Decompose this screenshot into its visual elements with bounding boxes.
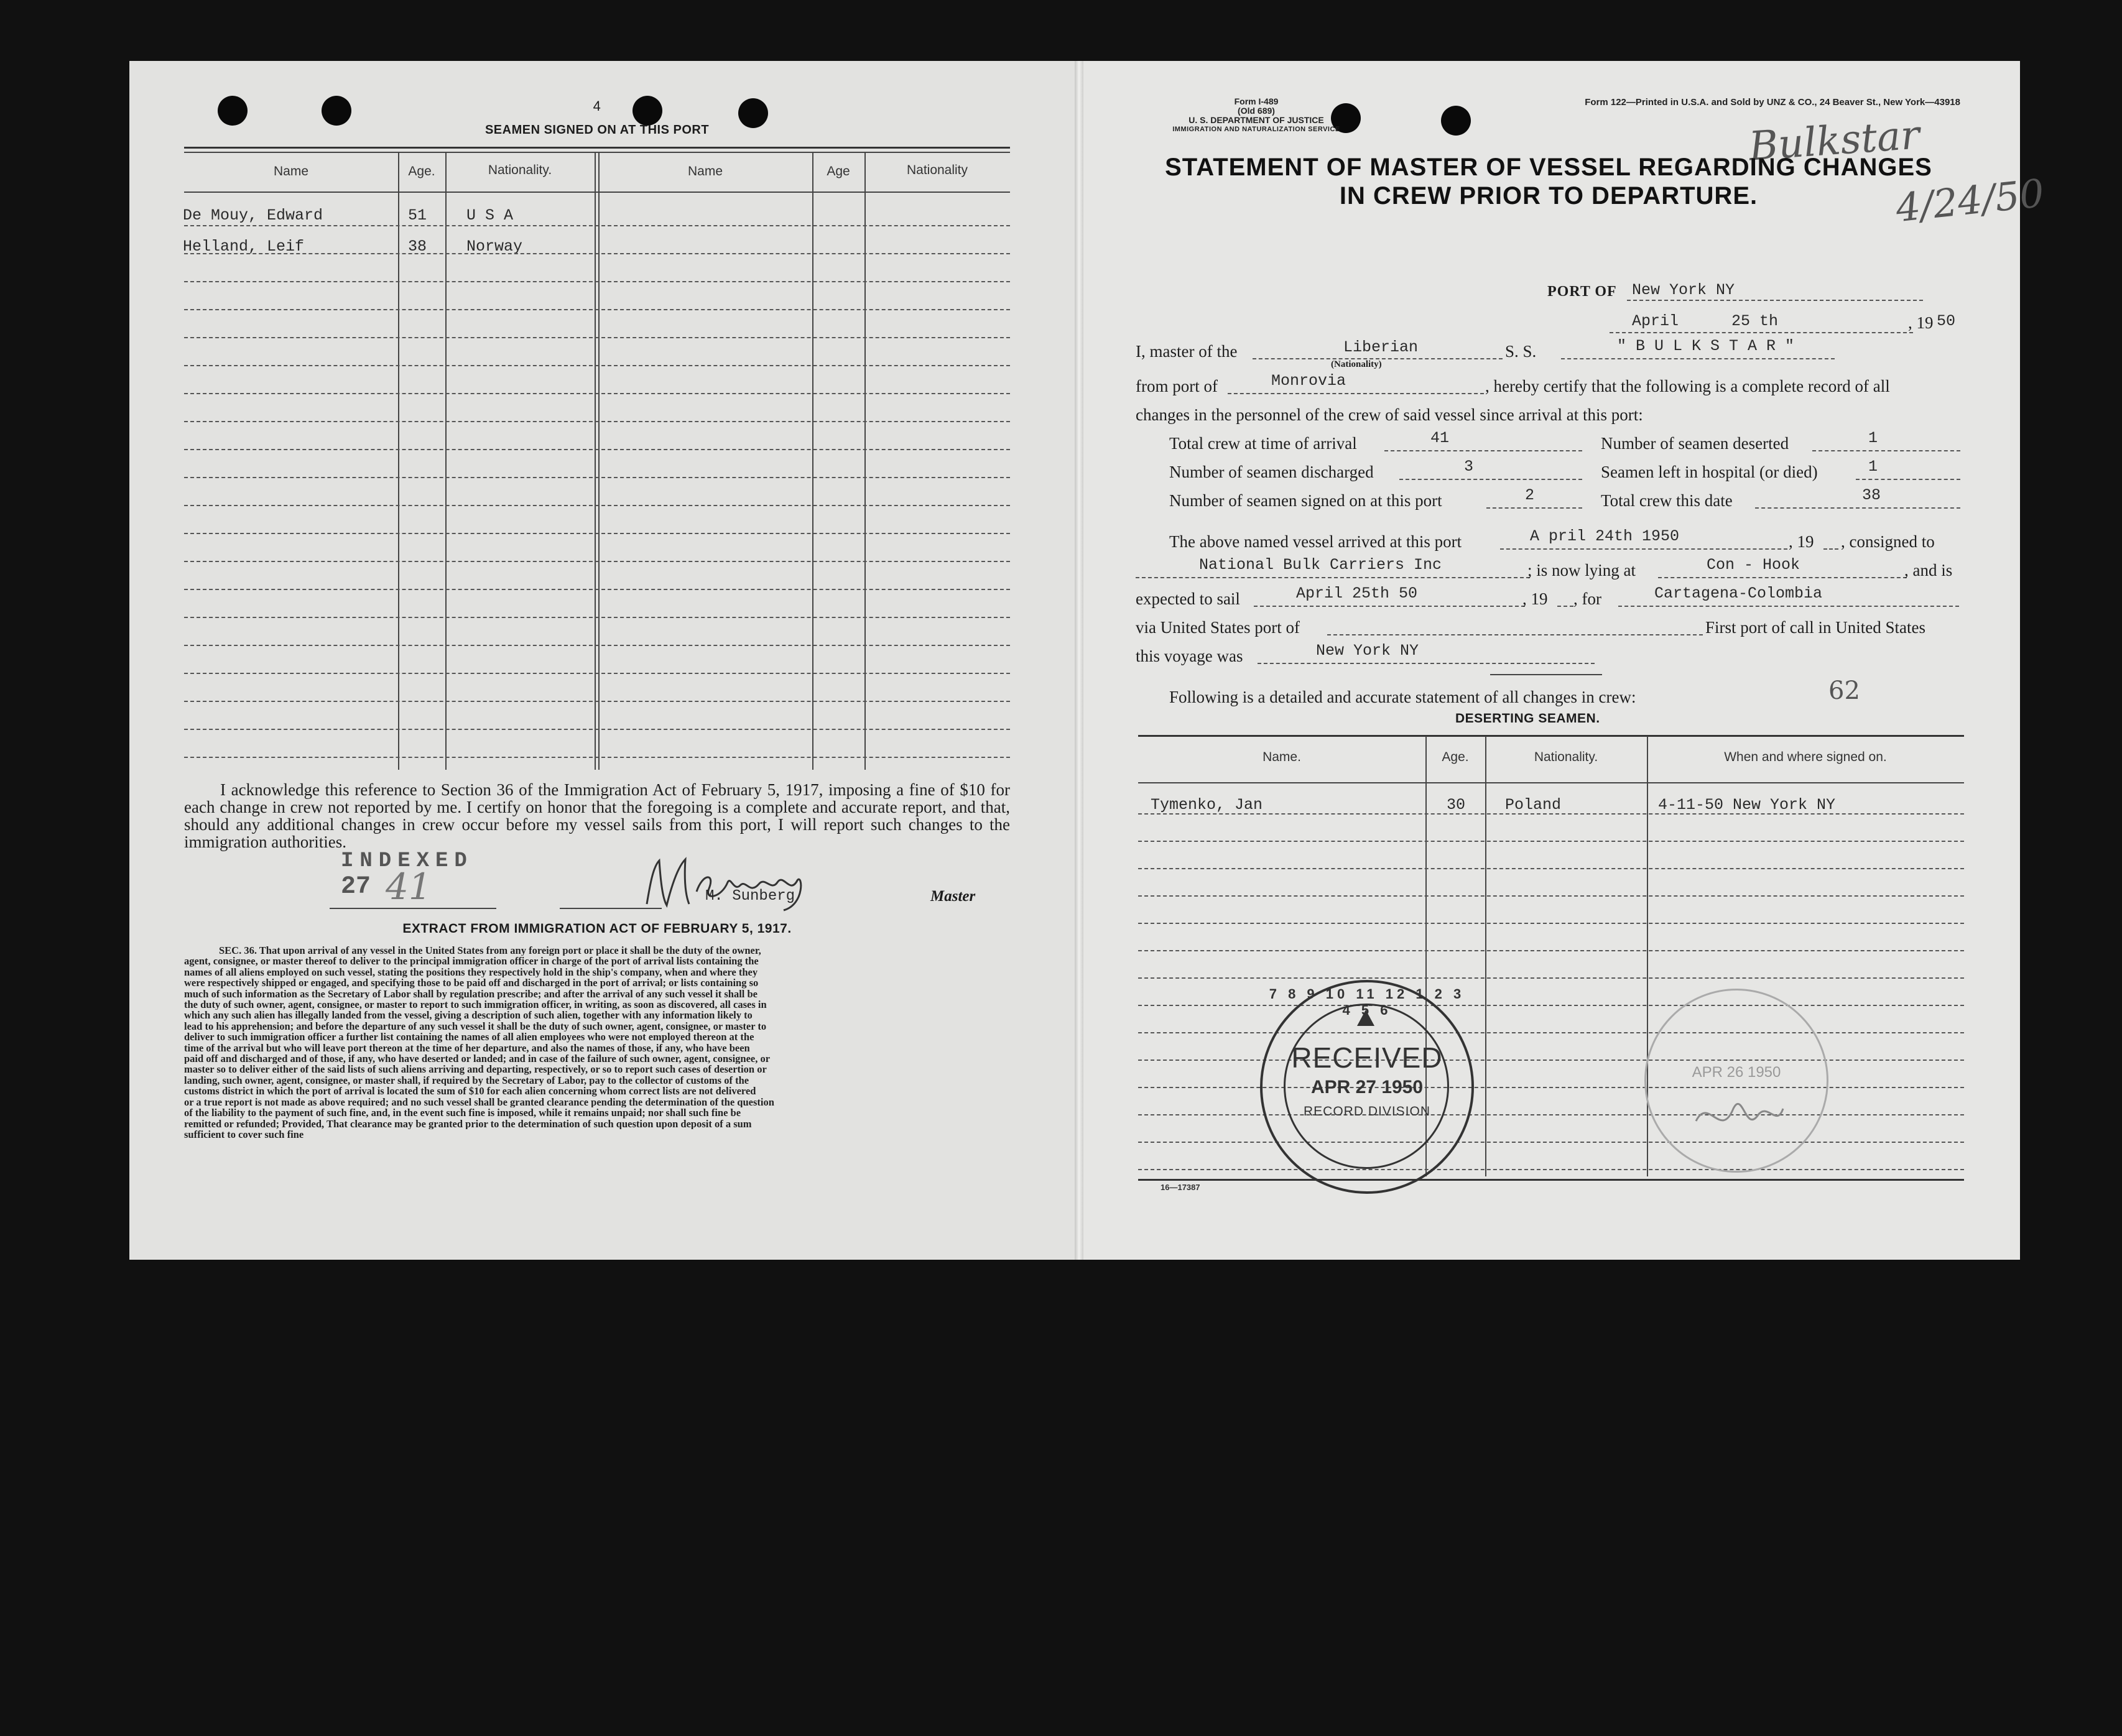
total-today-label: Total crew this date	[1601, 491, 1733, 510]
nationality-value: Liberian	[1343, 338, 1419, 356]
form-header	[1138, 97, 1374, 134]
extract-line: the duty of such owner, agent, consignee, or master to report to such immigration officer, in writing, as soon as discovered, all cases in	[184, 999, 767, 1010]
rule	[184, 152, 1010, 153]
vessel-name: " B U L K S T A R "	[1617, 337, 1795, 355]
table-row-line	[184, 393, 1010, 394]
table-cell-nationality: Norway	[466, 238, 523, 256]
extract-line: remitted or refunded; Provided, That clearance may be granted prior to the determination of such question upon deposit of a sum	[184, 1118, 752, 1129]
discharged-value: 3	[1464, 458, 1474, 476]
via-field	[1327, 616, 1703, 635]
table-row-line	[184, 281, 1010, 282]
table-row-line	[1138, 1142, 1964, 1143]
department: U. S. DEPARTMENT OF JUSTICE	[1188, 115, 1324, 125]
deserting-cell-age: 30	[1447, 796, 1466, 814]
section-title: SEAMEN SIGNED ON AT THIS PORT	[484, 123, 710, 137]
table-cell-age: 51	[408, 206, 427, 224]
rule	[184, 192, 1010, 193]
deserted-field	[1812, 432, 1960, 451]
total-today-field	[1755, 489, 1960, 509]
rule	[1138, 735, 1964, 737]
column-divider	[812, 153, 813, 770]
extract-line: agent, consignee, or master thereof to deliver to the principal immigration officer in charge of the port of arrival lists containing the	[184, 956, 759, 967]
column-divider	[598, 153, 600, 770]
table-row-line	[184, 365, 1010, 366]
table-row-line	[184, 533, 1010, 534]
port-of-value: New York NY	[1632, 281, 1735, 299]
for-label: , for	[1573, 589, 1601, 608]
deserted-label: Number of seamen deserted	[1601, 434, 1789, 453]
footer-code: 16—17387	[1161, 1183, 1200, 1192]
rule	[1490, 674, 1602, 675]
consignee-value: National Bulk Carriers Inc	[1199, 556, 1442, 574]
rule	[184, 147, 1010, 149]
column-header-nationality-2: Nationality	[906, 163, 968, 177]
column-divider	[398, 153, 399, 770]
column-header-name-2: Name	[687, 164, 723, 178]
faded-stamp	[1644, 989, 1828, 1173]
arrived-year-field	[1823, 530, 1838, 550]
extract-line: time of the arrival but who will leave port thereon at the time of her departure, and also the names of those, if any, who have been	[184, 1042, 750, 1054]
received-stamp-ring: 7 8 9 10 11 12 1 2 3 4 5 6	[1269, 986, 1465, 1018]
nationality-caption: (Nationality)	[1331, 359, 1382, 369]
table-row-line	[1138, 895, 1964, 897]
hospital-value: 1	[1868, 458, 1878, 476]
received-stamp	[1260, 980, 1474, 1194]
master-signature	[634, 848, 821, 916]
first-call-value: New York NY	[1316, 642, 1419, 660]
table-row-line	[184, 701, 1010, 702]
table-row-line	[184, 757, 1010, 758]
received-division: RECORD DIVISION	[1303, 1104, 1431, 1119]
extract-line: or a true report is not made as above required; and no such vessel shall be granted clearance pending the determination of the question	[184, 1096, 774, 1108]
extract-line: lead to his apprehension; and before the departure of any such vessel it shall be the duty of such owner, agent, consignee, or master to	[184, 1020, 767, 1032]
date-year: 50	[1937, 312, 1956, 330]
table-row-line	[1138, 841, 1964, 842]
table-row-line	[184, 253, 1010, 254]
consigned-label: , consigned to	[1841, 532, 1935, 551]
form-number: Form I-489	[1234, 96, 1279, 106]
table-row-line	[1138, 1169, 1964, 1170]
discharged-field	[1399, 460, 1582, 480]
punch-hole	[1441, 106, 1471, 136]
indexed-handwritten-mark: 41	[386, 866, 432, 908]
indexed-stamp-number: 27	[341, 873, 371, 901]
extract-line: names of all aliens employed on such vessel, stating the positions they respectively hold in the ship's company, when and where they	[184, 966, 758, 978]
signature-line	[330, 908, 496, 909]
arrived-value: A pril 24th 1950	[1530, 527, 1680, 545]
extract-line: much of such information as the Secretary of Labor shall by regulation prescribe; and after the arrival of any such vessel it shall be	[184, 988, 758, 1000]
ss-label: S. S.	[1505, 342, 1537, 361]
expected-year-field	[1557, 587, 1573, 607]
table-cell-name: De Mouy, Edward	[183, 206, 323, 224]
page-number: 4	[593, 98, 601, 114]
punch-hole	[632, 96, 662, 126]
table-row-line	[1138, 977, 1964, 979]
table-row-line	[184, 589, 1010, 590]
table-row-line	[184, 505, 1010, 506]
extract-line: of the liability to the payment of such fine, and, in the event such fine is imposed, while it remains unpaid; nor shall such fine be	[184, 1107, 741, 1119]
arrived-19: , 19	[1789, 532, 1814, 551]
column-divider	[445, 153, 447, 770]
service: IMMIGRATION AND NATURALIZATION SERVICE	[1172, 126, 1340, 133]
extract-line: deliver to such immigration officer a further list containing the names of all alien employees who were not employed thereon at the	[184, 1032, 754, 1043]
total-crew-arrival-field	[1384, 432, 1582, 451]
table-row-line	[184, 645, 1010, 646]
title-line-2: IN CREW PRIOR TO DEPARTURE.	[1339, 182, 1758, 210]
table-row-line	[184, 225, 1010, 226]
column-divider	[595, 153, 596, 770]
table-row-line	[1138, 923, 1964, 924]
date-month: April	[1632, 312, 1679, 330]
received-date: APR 27 1950	[1310, 1077, 1424, 1097]
rule	[1138, 782, 1964, 783]
and-is: , and is	[1904, 561, 1953, 579]
handwritten-vessel-name: Bulkstar	[1747, 112, 1922, 170]
column-header-age: Age.	[408, 164, 435, 178]
master-label: Master	[930, 888, 976, 905]
expected-value: April 25th 50	[1296, 584, 1418, 603]
extract-line: paid off and discharged and of those, if any, who have deserted or landed; and in case of the failure of such owner, agent, consignee, or	[184, 1053, 771, 1064]
column-divider	[1485, 736, 1486, 1176]
statement-title	[1132, 153, 1965, 210]
signed-on-label: Number of seamen signed on at this port	[1169, 491, 1442, 510]
column-divider	[1647, 736, 1648, 1176]
table-row-line	[184, 449, 1010, 450]
deserting-cell-nationality: Poland	[1505, 796, 1562, 814]
punch-hole	[218, 96, 248, 126]
column-divider	[864, 153, 866, 770]
extract-line: sufficient to cover such fine	[184, 1129, 304, 1140]
following-label: Following is a detailed and accurate statement of all changes in crew:	[1169, 688, 1636, 706]
deserted-value: 1	[1868, 429, 1878, 447]
expected-label: expected to sail	[1136, 589, 1240, 608]
from-port-field	[1228, 374, 1484, 394]
deserting-cell-signed-on: 4-11-50 New York NY	[1658, 796, 1836, 814]
first-call-label: First port of call in United States	[1705, 618, 1925, 637]
extract-line: customs district in which the port of arrival is located the sum of $10 for each alien concerning whom correct lists are not delivered	[184, 1086, 756, 1097]
extract-text	[184, 945, 1015, 1140]
table-row-line	[184, 477, 1010, 478]
changes-text: changes in the personnel of the crew of said vessel since arrival at this port:	[1136, 405, 1643, 424]
table-row-line	[184, 421, 1010, 422]
rule	[1138, 1179, 1964, 1181]
table-row-line	[1138, 950, 1964, 951]
table-row-line	[184, 561, 1010, 562]
extract-line: which any such alien has illegally landed from the vessel, giving a description of such alien, together with any information likely to	[184, 1010, 753, 1021]
date-day: 25 th	[1731, 312, 1779, 330]
master-of-the-label: I, master of the	[1136, 342, 1238, 361]
printer-note: Form 122—Printed in U.S.A. and Sold by UNZ & CO., 24 Beaver St., New York—43918	[1585, 97, 1960, 108]
deserting-cell-name: Tymenko, Jan	[1151, 796, 1263, 814]
table-row-line	[1138, 813, 1964, 815]
signed-on-value: 2	[1525, 486, 1535, 504]
received-word: RECEIVED	[1291, 1041, 1443, 1074]
table-row-line	[1138, 1032, 1964, 1033]
discharged-label: Number of seamen discharged	[1169, 463, 1374, 481]
table-row-line	[184, 729, 1010, 730]
column-header-name: Name	[273, 164, 309, 178]
total-today-value: 38	[1862, 486, 1881, 504]
arrow-up-icon	[1357, 1010, 1374, 1026]
table-row-line	[184, 673, 1010, 674]
destination-value: Cartagena-Colombia	[1654, 584, 1823, 603]
first-call-field	[1258, 644, 1595, 664]
deserting-title: DESERTING SEAMEN.	[1455, 711, 1600, 726]
faded-stamp-initials	[1684, 1084, 1795, 1152]
arrived-label: The above named vessel arrived at this port	[1169, 532, 1462, 551]
date-year-prefix: , 19	[1908, 313, 1934, 332]
table-cell-nationality: U S A	[466, 206, 514, 224]
deserting-header-nationality: Nationality.	[1534, 750, 1598, 764]
table-cell-age: 38	[408, 238, 427, 256]
from-port-label: from port of	[1136, 377, 1218, 395]
extract-line: master so to deliver either of the said lists of such aliens arriving and departing, respectively, or so to report such cases of desertion or	[184, 1064, 767, 1075]
from-port-value: Monrovia	[1271, 372, 1346, 390]
stamp-number: 62	[1828, 676, 1860, 705]
extract-title: EXTRACT FROM IMMIGRATION ACT OF FEBRUARY 5, 1917.	[402, 921, 792, 936]
lying-label: ; is now lying at	[1527, 561, 1636, 579]
extract-line: were respectively shipped or engaged, and specifying those to be paid off and discharged in the port of arrival; or lists containing so	[184, 977, 759, 989]
handwritten-date: 4/24/50	[1893, 170, 2047, 231]
extract-line: SEC. 36. That upon arrival of any vessel in the United States from any foreign port or place it shall be the duty of the owner,	[219, 945, 761, 956]
indexed-stamp: INDEXED	[341, 849, 473, 873]
master-typed-name: M. Sunberg	[705, 888, 795, 905]
deserting-header-age: Age.	[1442, 750, 1469, 764]
title-line-1: STATEMENT OF MASTER OF VESSEL REGARDING CHANGES	[1165, 154, 1932, 181]
via-label: via United States port of	[1136, 618, 1300, 637]
certify-text: , hereby certify that the following is a complete record of all	[1485, 377, 1890, 395]
table-cell-name: Helland, Leif	[183, 238, 305, 256]
extract-line: landing, such owner, agent, consignee, or master shall, if required by the Secretary of Labor, pay to the collector of customs of the	[184, 1074, 749, 1086]
table-row-line	[184, 617, 1010, 618]
table-row-line	[1138, 868, 1964, 869]
hospital-label: Seamen left in hospital (or died)	[1601, 463, 1818, 481]
total-crew-arrival-label: Total crew at time of arrival	[1169, 434, 1357, 453]
column-header-age-2: Age	[827, 164, 850, 178]
deserting-header-signed-on: When and where signed on.	[1724, 750, 1887, 764]
deserting-header-name: Name.	[1263, 750, 1301, 764]
expected-19: , 19	[1522, 589, 1548, 608]
port-of-label: PORT OF	[1547, 284, 1617, 300]
faded-stamp-date: APR 26 1950	[1692, 1064, 1781, 1081]
old-form-number: (Old 689)	[1238, 106, 1275, 116]
lying-value: Con - Hook	[1707, 556, 1800, 574]
column-header-nationality: Nationality.	[488, 163, 552, 177]
table-row-line	[184, 337, 1010, 338]
table-row-line	[184, 309, 1010, 310]
punch-hole	[322, 96, 351, 126]
center-fold	[1075, 61, 1083, 1260]
acknowledgement-text: I acknowledge this reference to Section 36 of the Immigration Act of February 5, 1917, imposing a fine of $10 for each change in crew not reported by me. I certify on honor that the foregoing is a complete and accurate report, and that, should any additional changes in crew occur before my vessel sails from this port, I will report such changes to the immigration authorities.	[184, 780, 1010, 851]
this-voyage-label: this voyage was	[1136, 647, 1243, 665]
total-crew-arrival-value: 41	[1430, 429, 1450, 447]
